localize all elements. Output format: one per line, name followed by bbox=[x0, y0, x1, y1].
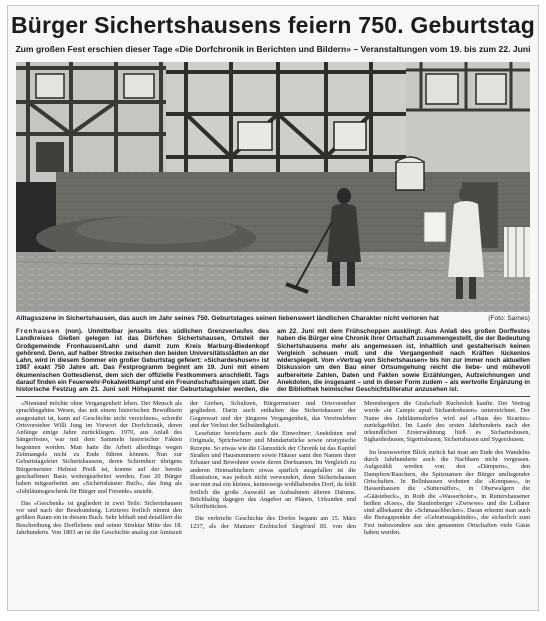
body-paragraph: Lesefutter bereichern auch die Einwohner: Anekdoten und Originale, Sprichwörter und Mundartstücke sowie ortstypische Rezepte. So etwas wie die Glanzstück der Chronik ist das Kapitel Straßen und Hausnummern sowie Häuser samt den Namen ihrer Erbauer und Bewohner sowie deren Dorfnamen. Im Vergleich zu anderen Heimatbüchern etwas spärlich ausgefallen ist die Illustration, was jedoch nicht verwundert, denn Sichertshausen war nun mal ein kleines, keineswegs wohlhabendes Dorf, da fehlt freilich die große Auswahl an Aufnahmen älteren Datums. Beichhaltig dagegen das Angebot an Plänen, Urkunden und Schriftstücken. bbox=[190, 430, 356, 511]
article-body bbox=[16, 400, 530, 608]
body-paragraph: Im lesenswerten Blick zurück hat man am Ende des Wandelns durch Jahrhunderte auch die Nachbarn nicht vergessen. Aufgezählt werden von den «Dämpern», den Dampfern/Rauchern, die Spitznamen der Bürger umliegender Ortschaften. In Bellnhausen wohnten die «Kompass», in Hassenhausen die «Suttersäffer», in Oberwalgern die «Gäästebeck», in Roth die «Wasserholer», in Ruttershausener heißen «Kees», die Staufenberger «Zwiwwe» und die Lollarer sind allbekannt die «Schmaachbecker». Daran erkennt man auch die Bezugspunkte der «Geburtstagskinder», die sicherlich zum Fest insbesondere aus den genannten Ortschaften viele Gäste haben werden. bbox=[364, 448, 530, 537]
village-photo bbox=[16, 62, 530, 312]
photo-credit: (Foto: Sames) bbox=[488, 315, 530, 322]
body-paragraph: Das «Geschenk» ist gegliedert in zwei Teile: Sichertshausen vor und nach der Beurkundung. Letzteres freilich nimmt den größten Raum ein in diesem Buch. Sehr lebhaft und detailliert die Beschreibung des Dorflebens und seiner Struktur Mitte des 18. Jahrhunderts. Von 1803 an ist die Geschichte analog zur Amtszeit der Greben, Schultzen, Bürgermeister und Ortsvorsteher gegliedert. Darin auch enthalten das Sichertshausen der Gegenwart und der jüngeren Vergangenheit, das Vereinsleben und der Verlust der Selbständigkeit. bbox=[16, 400, 356, 537]
lead-paragraph bbox=[16, 328, 530, 394]
body-paragraph: Die verbriefte Geschichte des Dorfes begann am 15. März 1237, als der Mainzer Erzbischof Siegfried III. von den Merenbergern die Grafschaft Ruchesloh kaufte. Der Vertrag wurde «in Campis apud Sichardeshusen» unterzeichnet. Der Name des Jubiläumsdorfes wird auf «Haus des Sicartus» zurückgeführt. Im Laufe des ersten Jahrhunderts nach der urkundlichen Ersterwähnung hieß es Sicharteshusen, Sighardeshusen, Sigertishusen, Sichertshusen und Sygershusen. bbox=[190, 400, 530, 530]
section-divider bbox=[16, 396, 530, 397]
newspaper-clipping bbox=[7, 5, 539, 611]
subheadline: Zum großen Fest erschien dieser Tage «Die Dorfchronik in Berichten und Bildern» – Veranstaltungen vom 19. bis zum 22. Juni bbox=[15, 44, 531, 54]
body-paragraph: «Niemand möchte ohne Vergangenheit leben. Der Mensch als sprachbegabtes Wesen, das mit einem historischen Bewußtsein ausgestattet ist, kann auf Geschichte nicht verzichten», schreibt Ortsvorsteher Willi Jung im Vorwort der Dorfchronik, deren Anfänge einige Jahre zurückliegen. 1970, aus Anlaß des Sängerfestes, war mit dem Sammeln historischer Fakten begonnen worden. Man hatte die Arbeit allerdings wegen Zeitmangels nicht zu Ende führen können. Nun zur Geburtstagsfeier Sichertshausens, deren Schirmherr übrigens Bürgermeister Helmut Preiß ist, konnte auf der bereits geschaffenen Basis weitergearbeitet werden. Fast 20 Bürger haben mitgearbeitet am «Sichertshäuser Buch», das Jung als «Jubiläumsgeschenk für Bürger und Freunde» ansieht. bbox=[16, 400, 182, 495]
lead-text: (non). Unmittelbar jenseits des südlichen Grenzverlaufes des Landkreises Gießen gelegen ist das Dörfchen Sichertshausen, Ortsteil der Großgemeinde Fronhausen/Lahn und damit zum Kreis Marburg-Biedenkopf gehörend. Denn, auf halber Strecke zwischen den beiden Universitätsstädten an der Lahn, wird in diesem Sommer ein großer Geburtstag gefeiert: «Sichardeshusen» ist 1987 exakt 750 Jahre alt. Das Festprogramm beginnt am 19. Juni mit einem ökumenischen Gottesdienst, dem sich der offizielle Festkommers anschließt. Tags darauf finden ein Feuerwehr-Pokalwettkampf und ein Freundschaftssingen statt. Der historische Festzug am 21. Juni soll Höhepunkt der Geburtstagsfeier werden, die am 22. Juni mit dem Frühschoppen ausklingt. Aus Anlaß des großen Dorffestes haben die Bürger eine Chronik ihrer Ortschaft zusammengestellt, die der Bedeutung Sichertshausens mehr als angemessen ist, inhaltlich und gestalterisch keinen Vergleich scheuen muß und die Vergangenheit nach Kräften lückenlos widerspiegelt. Vom «Vertrag von Sichertshausen» bis hin zur immer noch aktuellen Diskussion um den Bau einer Ortsumgehung reicht die liebe- und mühevoll aufbereitete Zahlen, Daten und Fakten sowie Erzählungen, Aufzeichnungen und Anekdoten, die insgesamt – und in dieser Form zudem – als wertvolle Ergänzung in der Bibliothek heimischer Geschichtsliteratur anzusehen ist. bbox=[16, 328, 530, 394]
photo-illustration bbox=[16, 62, 530, 312]
photo-caption: Alltagsszene in Sichertshausen, das auch im Jahr seines 750. Geburtstages seinen liebenswert ländlichen Charakter nicht verloren hat bbox=[16, 315, 439, 322]
photo-caption-row bbox=[16, 315, 530, 325]
headline: Bürger Sichertshausens feiern 750. Geburtstag bbox=[10, 12, 536, 38]
lead-dateline: Fronhausen bbox=[16, 328, 61, 335]
